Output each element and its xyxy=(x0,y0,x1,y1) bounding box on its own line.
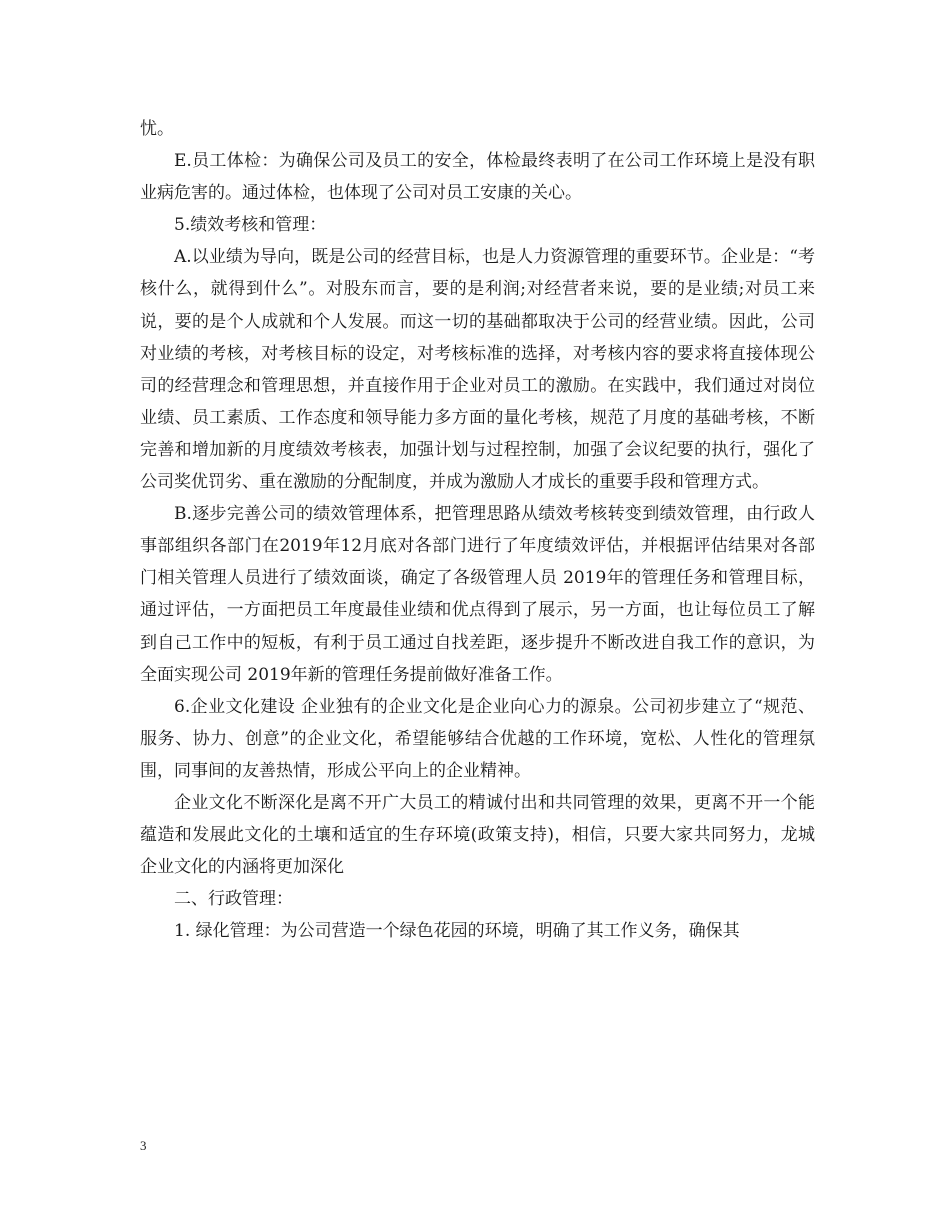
paragraph-3: 5.绩效考核和管理： xyxy=(174,215,327,236)
paragraph-5: B.逐步完善公司的绩效管理体系，把管理思路从绩效考核转变到绩效管理，由行政人事部组织各部门在2019年12月底对各部门进行了年度绩效评估，并根据评估结果对各部门相关管理人员进行了绩效面谈，确定了各级管理人员 2019年的管理任务和管理目标，通过评估，一方面把员工年度最佳业绩和优点得到了展示，另一方面，也让每位员工了解到自己工作中的短板，有利于员工通过自找差距，逐步提升不断改进自我工作的意识，为全面实现公司 2019年新的管理任务提前做好准备工作。 xyxy=(140,504,815,685)
paragraph-8: 二、行政管理： xyxy=(174,889,293,910)
paragraph-6: 6.企业文化建设 企业独有的企业文化是企业向心力的源泉。公司初步建立了“规范、服务、协力、创意”的企业文化，希望能够结合优越的工作环境，宽松、人性化的管理氛围，同事间的友善热情，形成公平向上的企业精神。 xyxy=(140,696,815,781)
paragraph-2: E.员工体检：为确保公司及员工的安全，体检最终表明了在公司工作环境上是没有职业病危害的。通过体检，也体现了公司对员工安康的关心。 xyxy=(140,151,815,204)
paragraph-7: 企业文化不断深化是离不开广大员工的精诚付出和共同管理的效果，更离不开一个能蕴造和发展此文化的土壤和适宜的生存环境(政策支持)，相信，只要大家共同努力，龙城企业文化的内涵将更加深化 xyxy=(140,792,815,878)
paragraph-1: 忧。 xyxy=(140,119,174,139)
document-body xyxy=(140,113,815,947)
paragraph-4: A.以业绩为导向，既是公司的经营目标，也是人力资源管理的重要环节。企业是：“考核什么，就得到什么”。对股东而言，要的是利润;对经营者来说，要的是业绩;对员工来说，要的是个人成就和个人发展。而这一切的基础都取决于公司的经营业绩。因此，公司对业绩的考核，对考核目标的设定，对考核标准的选择，对考核内容的要求将直接体现公司的经营理念和管理思想，并直接作用于企业对员工的激励。在实践中，我们通过对岗位业绩、员工素质、工作态度和领导能力多方面的量化考核，规范了月度的基础考核，不断完善和增加新的月度绩效考核表，加强计划与过程控制，加强了会议纪要的执行，强化了公司奖优罚劣、重在激励的分配制度，并成为激励人才成长的重要手段和管理方式。 xyxy=(140,247,815,493)
page-number: 3 xyxy=(140,1138,147,1153)
paragraph-9: 1. 绿化管理：为公司营造一个绿色花园的环境，明确了其工作义务，确保其 xyxy=(174,921,740,942)
